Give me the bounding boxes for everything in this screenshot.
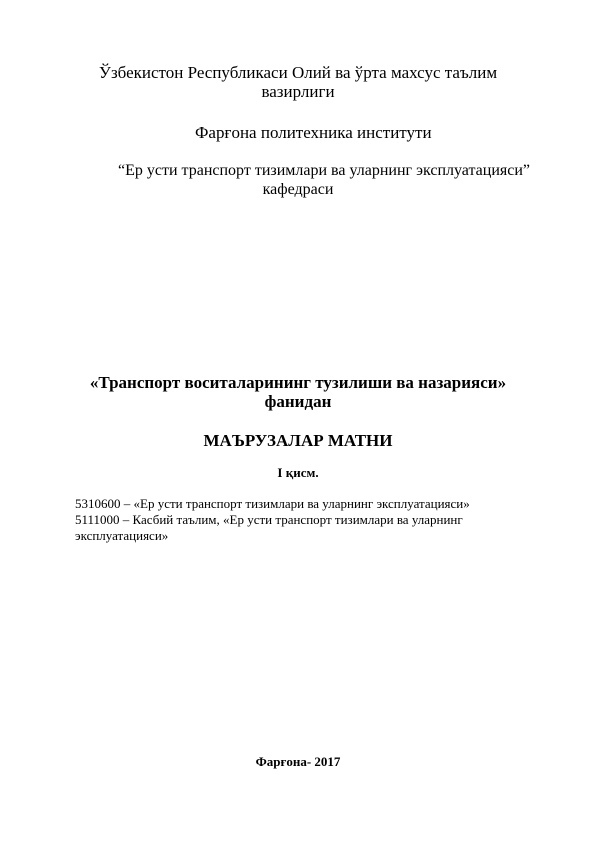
- department-line-2: кафедраси: [262, 181, 334, 198]
- place-year: Фарғона- 2017: [255, 754, 341, 769]
- ministry-line-2: вазирлиги: [261, 82, 335, 101]
- subject-title-line-1: «Транспорт воситаларининг тузилиши ва назарияси»: [89, 373, 507, 392]
- ministry-line-1: Ўзбекистон Республикаси Олий ва ўрта махсус таълим: [98, 63, 498, 82]
- specialty-line-2: 5111000 – Касбий таълим, «Ер усти транспорт тизимлари ва уларнинг: [75, 512, 463, 527]
- institute-name: Фарғона политехника институти: [195, 123, 432, 142]
- specialty-line-1: 5310600 – «Ер усти транспорт тизимлари ва уларнинг эксплуатацияси»: [75, 496, 470, 511]
- specialty-line-3: эксплуатацияси»: [75, 528, 169, 543]
- department-line-1: “Ер усти транспорт тизимлари ва уларнинг эксплуатацияси”: [118, 162, 531, 179]
- subject-title-line-2: фанидан: [264, 392, 332, 411]
- document-type-title: МАЪРУЗАЛАР МАТНИ: [203, 431, 393, 450]
- part-label: I қисм.: [277, 465, 319, 480]
